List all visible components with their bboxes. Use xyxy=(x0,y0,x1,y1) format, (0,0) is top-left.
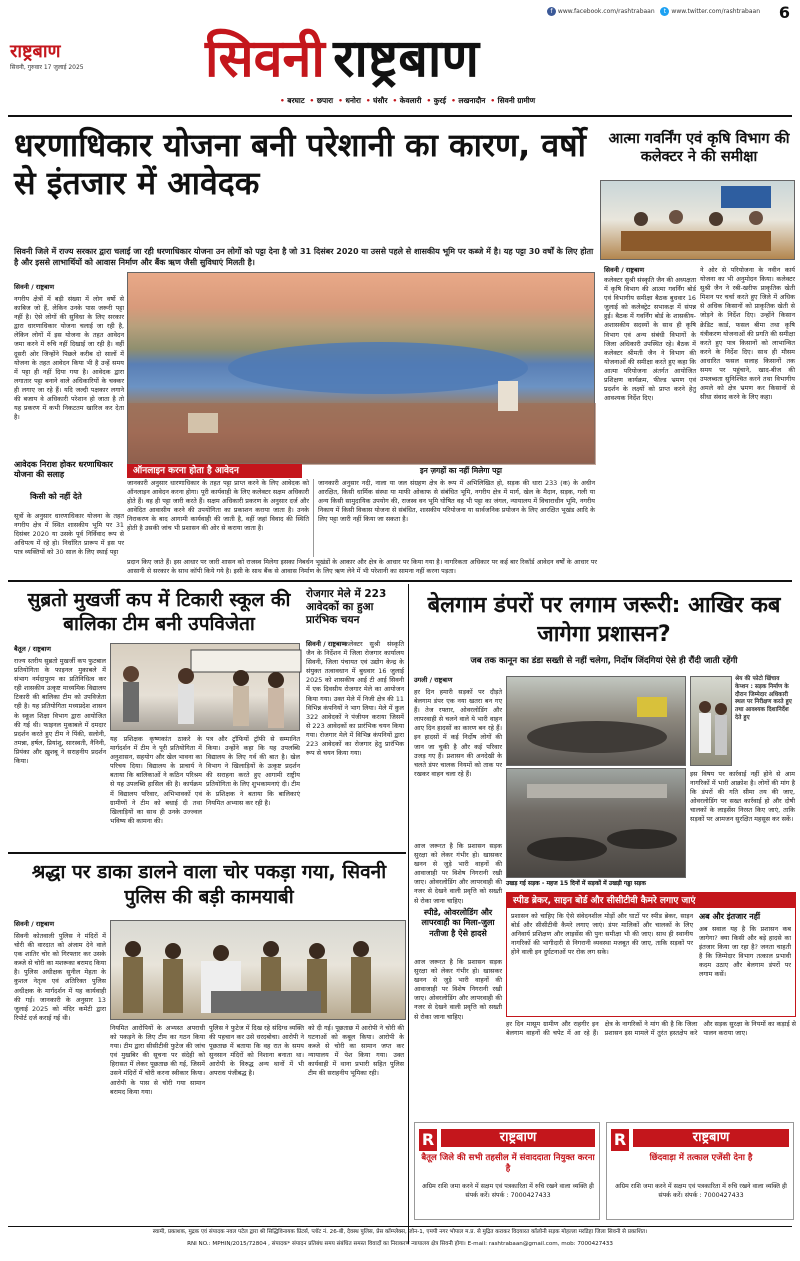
town-link[interactable]: • छपारा xyxy=(310,96,334,105)
photo-banner: ऑनलाइन करना होता है आवेदन xyxy=(127,464,302,478)
road-photo-main xyxy=(506,676,686,766)
ad-left-body: अग्रिम राशि जमा करने में सक्षम एवं पत्रकारिता में रुचि रखने वाला व्यक्ति ही संपर्क करें। संपर्क : 7000427433 xyxy=(422,1183,594,1199)
lead-sub1: आवेदक निराश होकर धरणाधिकार योजना की सलाह xyxy=(14,460,113,479)
school-award-photo xyxy=(110,643,300,731)
subrato-col1: राज्य स्तरीय सुब्रतो मुखर्जी कप फुटबाल प्रतियोगिता के फाइनल मुकाबले में संभाग नर्मदापुरम का प्रतिनिधित्व कर रही शासकीय उत्कृष्ट माध्यमिक विद्यालय टिकारी की बालिका टीम को उपविजेता रही है। यह प्रतियोगिता मध्यप्रदेश शासन के स्कूल शिक्षा विभाग द्वारा आयोजित की गई थी। फाइनल मुकाबले में दमदार प्रदर्शन करते हुए टीम ने पिंकी, सलोनी, तमन्ना, हर्षल, प्रियांशु, सारस्वती, नैनिनी, प्रियंका और ख़ुशबू ने सराहनीय प्रदर्शन किया। xyxy=(14,657,106,766)
subrato-col3: पत्र और ट्रॉफियों ट्रॉफी से सम्मानित किया। उन्होंने कहा कि यह उपलब्धि विद्यालय के लिए गर्व की बात है। खेल विभाग ने खिलाड़ियों के उत्कृष्ट प्रदर्शन की सराहना करते हुए आगामी राष्ट्रीय प्रतियोगिता के लिए शुभकामनाएं दी। टीम के प्रशिक्षक ने बताया कि बालिकाएं नियमित अभ्यास कर रही है। xyxy=(206,735,300,807)
town-link[interactable]: • घंसौर xyxy=(366,96,388,105)
ad-left-logo-mark: R xyxy=(419,1129,437,1151)
ad-right-body: अग्रिम राशि जमा करने में सक्षम एवं पत्रकारिता में रुचि रखने वाला व्यक्ति ही संपर्क करें। संपर्क : 7000427433 xyxy=(615,1183,787,1199)
lead-sub2: किसी को नहीं देते xyxy=(30,492,82,501)
lead-headline: धरणाधिकार योजना बनी परेशानी का कारण, वर्षो से इंतजार में आवेदक xyxy=(14,126,586,203)
ad-left xyxy=(414,1122,600,1220)
towns-bar xyxy=(280,96,620,106)
speed-box-body: प्रशासन को चाहिए कि ऐसे संवेदनशील मोड़ों और घाटों पर स्पीड ब्रेकर, साइन बोर्ड और सीसीटीवी कैमरे लगाए जाएं। डंपर मालिकों और चालकों के लिए अनिवार्य प्रशिक्षण और लाइसेंस की पुनः समीक्षा भी की जाए। साथ ही स्थानीय नागरिकों की भागीदारी से निगरानी व्यवस्था मजबूत की जाए, ताकि सड़कों पर होने वाली इन दुर्घटनाओं पर रोक लग सके। xyxy=(511,912,693,957)
small-logo-text: राष्ट्रबाण xyxy=(10,41,61,62)
dateline: सिवनी, गुरुवार 17 जुलाई 2025 xyxy=(10,64,84,72)
subrato-col2: यह प्रशिक्षक कृष्णकांत ठाकरे के मार्गदर्शन में टीम ने पूरी प्रतियोगिता में अनुशासन, सहयोग और खेल भावना का परिचय दिया। विद्यालय के प्राचार्य ने बताया कि बालिकाओं ने कठिन परिश्रम से यह उपलब्धि हासिल की है। कार्यक्रम में विद्यालय परिवार, अभिभावकों एवं ग्रामीणों ने टीम को बधाई दी तथा खिलाड़ियों का साथ ही उनके उज्ज्वल भविष्य की कामना की। xyxy=(110,735,202,825)
review-byline: सिवनी / राष्ट्रबाण xyxy=(604,266,645,274)
review-headline: आत्मा गवर्निंग एवं कृषि विभाग की कलेक्टर ने की समीक्षा xyxy=(608,131,790,166)
town-link[interactable]: • बरघाट xyxy=(280,96,305,105)
vertical-divider xyxy=(408,584,409,1244)
small-logo xyxy=(10,40,84,72)
town-link[interactable]: • कुरई xyxy=(426,96,446,105)
town-link[interactable]: • लखनादौन xyxy=(451,96,485,105)
footer-divider xyxy=(8,1226,792,1227)
masthead-black: राष्ट्रबाण xyxy=(333,29,479,89)
jobfair-headline: रोजगार मेले में 223 आवेदकों का हुआ प्रारंभिक चयन xyxy=(306,588,387,626)
subrato-headline: सुब्रतो मुखर्जी कप में टिकारी स्कूल की बालिका टीम बनी उपविजेता xyxy=(27,589,291,636)
lead-box-right-title: इन ज़गहों का नहीं मिलेगा पट्टा xyxy=(420,466,502,475)
footer-line2: RNI NO.: MPHIN/2015/72804 , संपादक* संपादन प्रतिबंध समय संबंधित समस्त विवादों का निराकरण न्यायालय क्षेत्र सिवनी होगा। E-mail: rashtrabaan@gmail.com, mob: 7000427433 xyxy=(187,1241,613,1247)
meeting-photo xyxy=(600,180,795,260)
lead-col1: नगरीय क्षेत्रों में बड़ी संख्या में लोग वर्षो से काबिज जो हैं, लेकिन उनके पास जरूरी पट्टा नहीं है। ऐसे लोगों की सुविधा के लिए सरकार द्वारा धारणाधिकार योजना चलाई जा रही है, लेकिन लोगों में इस योजना के तहत आवेदन जमा करने में रुचि नहीं दिखाई जा रही है। वहीं दूसरी ओर जिन्होंने पिछले करीब दो सालों में योजना के तहत आवेदन किया भी है उन्हें समय में पट्टा ही नहीं दिया गया है। आवेदक द्वारा लगातार पट्टा बनाने वाले अधिकारियों के चक्कर ही लगाए जा रहे हैं। यदि जल्दी पक्षकार लगाने की बजाय वे अधिकारी परेशान हो जाता है तो यह प्रकरण में कभी निकटतम खारिज कर देता है। xyxy=(14,295,124,422)
lake-aerial-photo xyxy=(127,272,595,464)
ad-left-headline: बैतूल जिले की सभी तहसील में संवाददाता नियुक्त करना है xyxy=(421,1153,595,1175)
page-number: 6 xyxy=(778,3,790,22)
header-divider xyxy=(8,115,792,117)
twitter-link[interactable]: www.twitter.com/rashtrabaan xyxy=(671,8,760,15)
lead-box-right: जानकारी अनुसार नदी, नाला या जल संग्रहण क्षेत्र के रूप में अभिलिखित हो, सड़क की धारा 233 (क) के अधीन आरक्षित, किसी धार्मिक संस्था या माफी ओकाफ से संबंधित भूमि, नगरीय क्षेत्र में मार्ग, खेल के मैदान, सड़क, गली या अन्य किसी सामुदायिक उपयोग की, राजस्व वन भूमि घोषित वह भी पट्टा का जंगल, न्यायालय में विचाराधीन भूमि, नगरीय निकाय में किसी विकास योजना से संबंधित, शासकीय परियोजना या सार्वजनिक प्रयोजन के लिए आरक्षित भूखंड आदि के लिए पट्टा जारी नहीं किया जा सकता है। xyxy=(318,479,595,524)
lead-byline: सिवनी / राष्ट्रबाण xyxy=(14,283,55,291)
speed-box-title: स्पीड ब्रेकर, साइन बोर्ड और सीसीटीवी कैमरे लगाए जाएं xyxy=(507,893,795,908)
review-col1: कलेक्टर सुश्री संस्कृति जैन की अध्यक्षता में कृषि विभाग की आत्मा गवर्निंग बोर्ड एवं विभागीय समीक्षा बैठक बुधवार 16 जुलाई को कलेक्ट्रेट सभाकक्ष में संपन्न हुई। बैठक में गवर्निंग बोर्ड के शासकीय-अशासकीय सदस्यों के साथ ही कृषि विभाग एवं अन्य संबंधी विभागों के जिला अधिकारी उपस्थित रहे। बैठक में कलेक्टर श्रीमती जैन ने विभाग की योजनाओं की समीक्षा करते हुए कहा कि आत्मा परियोजना अंतर्गत आयोजित प्रशिक्षण कार्यक्रम, फील्ड भ्रमण एवं प्रदर्शन के लक्ष्यों को प्राप्त करने हेतु आवश्यक निर्देश दिए। xyxy=(604,276,696,403)
dumper-byline: उगली / राष्ट्रबाण xyxy=(414,676,453,684)
ad-right-headline: छिंदवाड़ा में तत्काल एजेंसी देना है xyxy=(649,1153,753,1163)
dumper-headline: बेलगाम डंपरों पर लगाम जरूरी: आखिर कब जागेगा प्रशासन? xyxy=(427,593,781,647)
subrato-byline: बैतूल / राष्ट्रबाण xyxy=(14,645,51,653)
header-top-bar xyxy=(0,0,800,22)
town-link[interactable]: • सिवनी ग्रामीण xyxy=(490,96,535,105)
jobfair-byline: सिवनी / राष्ट्रबाण xyxy=(306,640,347,648)
thief-col1: सिवनी कोतवाली पुलिस ने मंदिरों में चोरी की वारदात को अंजाम देने वाले एक शातिर चोर को गिरफ्तार कर उसके कब्जे से चोरी का मशरूका बरामद किया है। पुलिस अधीक्षक सुनील मेहता के कुशल नेतृत्व एवं अतिरिक्त पुलिस अधीक्षक के मार्गदर्शन में यह कार्यवाही की गई। जानकारी के अनुसार 13 जुलाई 2025 को मंदिर कमेटी द्वारा रिपोर्ट दर्ज कराई गई थी। xyxy=(14,932,106,1022)
thief-col3: पुलिस ने फुटेज में दिख रहे संदिग्ध व्यक्ति की पहचान कर उसे धरदबोचा। आरोपी ने पूछताछ में बताया कि वह रात के समय सुनसान मंदिरों को निशाना बनाता था। आरोपी के विरुद्ध अन्य थानों में भी अपराध पंजीबद्ध है। xyxy=(209,1024,304,1078)
police-photo xyxy=(110,920,406,1020)
road-caption: उखड़ गई सड़क - महज 15 दिनों में सड़कों में उखड़ी गड्ढा सड़क xyxy=(506,880,646,887)
thief-col4: को दी गई। पूछताछ में आरोपी ने चोरी की घटनाओं को कबूल किया। आरोपी के कब्जे से चोरी का सामान जप्त कर न्यायालय में पेश किया गया। उक्त कार्यवाही में थाना प्रभारी सहित पुलिस टीम की सराहनीय भूमिका रही। xyxy=(308,1024,404,1078)
social-links xyxy=(547,7,760,16)
town-link[interactable]: • केवलारी xyxy=(392,96,421,105)
facebook-icon: f xyxy=(547,7,556,16)
dumper-body: हर दिन हमारी सड़कों पर दौड़ते बेलगाम डंपर एक नया खतरा बन गए हैं। तेज रफ्तार, ओवरलोडिंग और लापरवाही से चलने वाले ये भारी वाहन आए दिन हादसों का कारण बन रहे हैं। इन हादसों में कई निर्दोष लोगों की जान जा चुकी है और कई परिवार उजड़ गए हैं। प्रशासन की अनदेखी के चलते डंपर चालक नियमों को ताक पर रखकर वाहन चला रहे हैं। xyxy=(414,688,502,778)
town-link[interactable]: • धनोरा xyxy=(338,96,361,105)
dumper-body2: इस विषय पर कार्रवाई नहीं होने से आम नागरिकों में भारी आक्रोश है। लोगों की मांग है कि डंपरों की गति सीमा तय की जाए, ओवरलोडिंग पर सख्त कार्रवाई हो और दोषी चालकों के लाइसेंस निरस्त किए जाएं, ताकि सड़कों पर आमजन सुरक्षित महसूस कर सकें। xyxy=(690,770,795,824)
footer-line1: स्वामी, प्रकाशक, मुद्रक एवं संपादक नवल पटेल द्वारा श्री सिद्धिविनायक प्रिंटर्स, प्लॉट नं. 26-बी, देवस्थ पुलिस, प्रेस कॉम्प्लेक्स, जोन-1, एमपी नगर भोपाल म.प्र. से मुद्रित कराकर विदयारत कॉलोनी सड़क मोहल्ला मरडिहा जिला सिवनी से प्रकाशित। xyxy=(152,1229,648,1235)
speed-box xyxy=(506,892,796,1017)
side-photo-caption: श्रेय की फोटो खिंचाव केप्शन : सड़क निर्माण के दौरान जिम्मेदार अधिकारी स्थल पर निरीक्षण करते हुए तथा आवश्यक दिशानिर्देश देते हुए xyxy=(735,676,792,722)
thief-col2: नियमित आरोपियों के अभ्यस्त अपराधी को पकड़ने के लिए टीम का गठन किया गया। टीम द्वारा सीसीटीवी फुटेज की जांच एवं मुखबिर की सूचना पर संदेही को हिरासत में लेकर पूछताछ की गई, जिसमें उसने मंदिरों में चोरी करना स्वीकार किया। आरोपी के पास से चोरी गया सामान बरामद किया गया। xyxy=(110,1024,205,1096)
dumper-deck: जब तक कानून का डंडा सख्ती से नहीं चलेगा, निर्दोष जिंदगियां ऐसे ही रौंदी जाती रहेंगी xyxy=(470,656,738,666)
right-bottom-body: हर दिन मासूम ग्रामीण और राहगीर इन बेलगाम वाहनों की चपेट में आ रहे हैं। क्षेत्र के नागरिकों ने मांग की है कि जिला प्रशासन इस मामले में तुरंत हस्तक्षेप करे और सड़क सुरक्षा के नियमों का कड़ाई से पालन कराया जाए। xyxy=(506,1020,796,1038)
twitter-icon: t xyxy=(660,7,669,16)
ad-right-brand: राष्ट्रबाण xyxy=(633,1129,789,1147)
thief-byline: सिवनी / राष्ट्रबाण xyxy=(14,920,55,928)
section-divider-1 xyxy=(8,580,792,582)
speed-box-sub: अब और इंतजार नहीं xyxy=(699,912,761,921)
ad-right xyxy=(606,1122,794,1220)
side-body: आज जरूरत है कि प्रशासन सड़क सुरक्षा को लेकर गंभीर हो। खासकर खनन से जुड़े भारी वाहनों की आवाजाही पर विशेष निगरानी रखी जाए। ओवरलोडिंग और लापरवाही की नजर से देखने वाली प्रवृत्ति को सख्ती से रोका जाना चाहिए। xyxy=(414,958,502,1021)
road-photo-sub xyxy=(506,768,686,878)
lead-box-left: जानकारी अनुसार धारणाधिकार के तहत पट्टा प्राप्त करने के लिए आवेदक को ऑनलाइन आवेदन करना होगा। पूरी कार्यवाही के लिए कलेक्टर सक्षम अधिकारी होते हैं। वह ही पट्टा जारी करते हैं। सक्षम अधिकारी प्रकरण के अनुसार दर्ज और आवेदित आवासीय करने की उपयोगिता का प्रकाशन कराया जाता है। उनके निराकरण के बाद आगामी कार्यवाही की जाती है, वहीं जहां विवाद की स्थिति होती है उसकी जांच भी प्रशासन की ओर से कराया जाता है। xyxy=(127,479,314,557)
side-heading: स्पीडे, ओवरलोडिंग और लापरवाही का मिला-जुला नतीजा है ऐसे हादसे xyxy=(421,908,495,938)
jobfair-body: कलेक्टर सुश्री संस्कृति जैन के निर्देशन में जिला रोजगार कार्यालय सिवनी, जिला पंचायत एवं उद्योग केन्द्र के संयुक्त तत्वावधान में बुधवार 16 जुलाई 2025 को शासकीय आई टी आई सिवनी में एक दिवसीय रोजगार मेले का आयोजन किया गया। उक्त मेले में निजी क्षेत्र की 11 विभिन्न कंपनियों ने भाग लिया। मेले में कुल 322 आवेदकों ने पंजीयन कराया जिसमें से 223 आवेदकों का प्रारंभिक चयन किया गया। रोजगार मेले में विभिन्न कंपनियों द्वारा 223 आवेदकों का रोजगार हेतु प्रारंभिक रूप से चयन किया गया। xyxy=(306,640,404,758)
ad-right-logo-mark: R xyxy=(611,1129,629,1151)
dumper-body-cont: आज जरूरत है कि प्रशासन सड़क सुरक्षा को लेकर गंभीर हो। खासकर खनन से जुड़े भारी वाहनों की आवाजाही पर विशेष निगरानी रखी जाए। ओवरलोडिंग और लापरवाही की नजर से देखने वाली प्रवृत्ति को सख्ती से रोका जाना चाहिए। xyxy=(414,842,502,905)
lead-col1b: सूत्रों के अनुसार धारणाधिकार योजना के तहत नगरीय क्षेत्र में स्थित शासकीय भूमि पर 31 दिसंबर 2020 या उसके पूर्व निर्विवाद रूप से अधिपत्य में रहे हो। निर्धारित प्रारूप में इस पर पात्र व्यक्तियों को 30 साल के लिए स्थाई पट्टा xyxy=(14,512,124,557)
lead-intro: सिवनी जिले में राज्य सरकार द्वारा चलाई जा रही धरणाधिकार योजना उन लोगों को पट्टा देना है जो 31 दिसंबर 2020 या उससे पहले से शासकीय भूमि पर कब्जे में है। यह पट्टा 30 वर्षों के लिए होता है और इससे लाभार्थियों को आवास निर्माण और बैंक ऋण जैसी सुविधाएं मिलती है। xyxy=(14,247,594,267)
officials-photo xyxy=(690,676,732,766)
section-divider-2 xyxy=(8,852,406,854)
review-col2: ने ओर से परियोजना के नवीन कार्य योजना का भी अनुमोदन किया। कलेक्टर सुश्री जैन ने रबी-खरीफ प्राकृतिक खेती मिशन पर चर्चा करते हुए जिले में अधिक से अधिक किसानों को प्राकृतिक खेती से जोड़ने के निर्देश दिए। उन्होंने किसान क्रेडिट कार्ड, फसल बीमा तथा कृषि यंत्रीकरण योजनाओं की प्रगति की समीक्षा करते हुए पात्र किसानों को लाभान्वित करने के निर्देश दिए। साथ ही मौसम आधारित फसल सलाह किसानों तक समय पर पहुंचाने, खाद-बीज की उपलब्धता सुनिश्चित करने तथा विभागीय अमले को क्षेत्र भ्रमण कर किसानों से सीधा संवाद करने के लिए कहा। xyxy=(700,266,795,402)
thief-headline: श्रद्धा पर डाका डालने वाला चोर पकड़ा गया, सिवनी पुलिस की बड़ी कामयाबी xyxy=(31,861,387,908)
masthead-red: सिवनी xyxy=(205,29,325,89)
lead-bottom-row: प्रदान किए जाते हैं। इस आधार पर जारी शासन को राजस्व मिलेगा इसका निबर्धन भूखंडों के आकार और क्षेत्र के आधार पर किया गया है। नागरिकता अधिकार पर कई बार रिकॉर्ड आवेदन वर्षों के आधार पर आसानी से सरकार के साथ कॉपी किये गये है। इसी के साथ बैंक से आवास निर्माण के लिए ऋण लेने में भी परेशानी का सामना नहीं करना पड़ता। xyxy=(127,558,597,576)
ad-left-brand: राष्ट्रबाण xyxy=(441,1129,595,1147)
speed-box-sub-body: अब सवाल यह है कि प्रशासन कब जागेगा? क्या किसी और बड़े हादसे का इंतजार किया जा रहा है? जनता चाहती है कि जिम्मेदार विभाग तत्काल प्रभावी कदम उठाए और बेलगाम डंपरों पर लगाम कसें। xyxy=(699,925,791,979)
masthead xyxy=(205,26,605,92)
facebook-link[interactable]: www.facebook.com/rashtrabaan xyxy=(557,8,655,15)
